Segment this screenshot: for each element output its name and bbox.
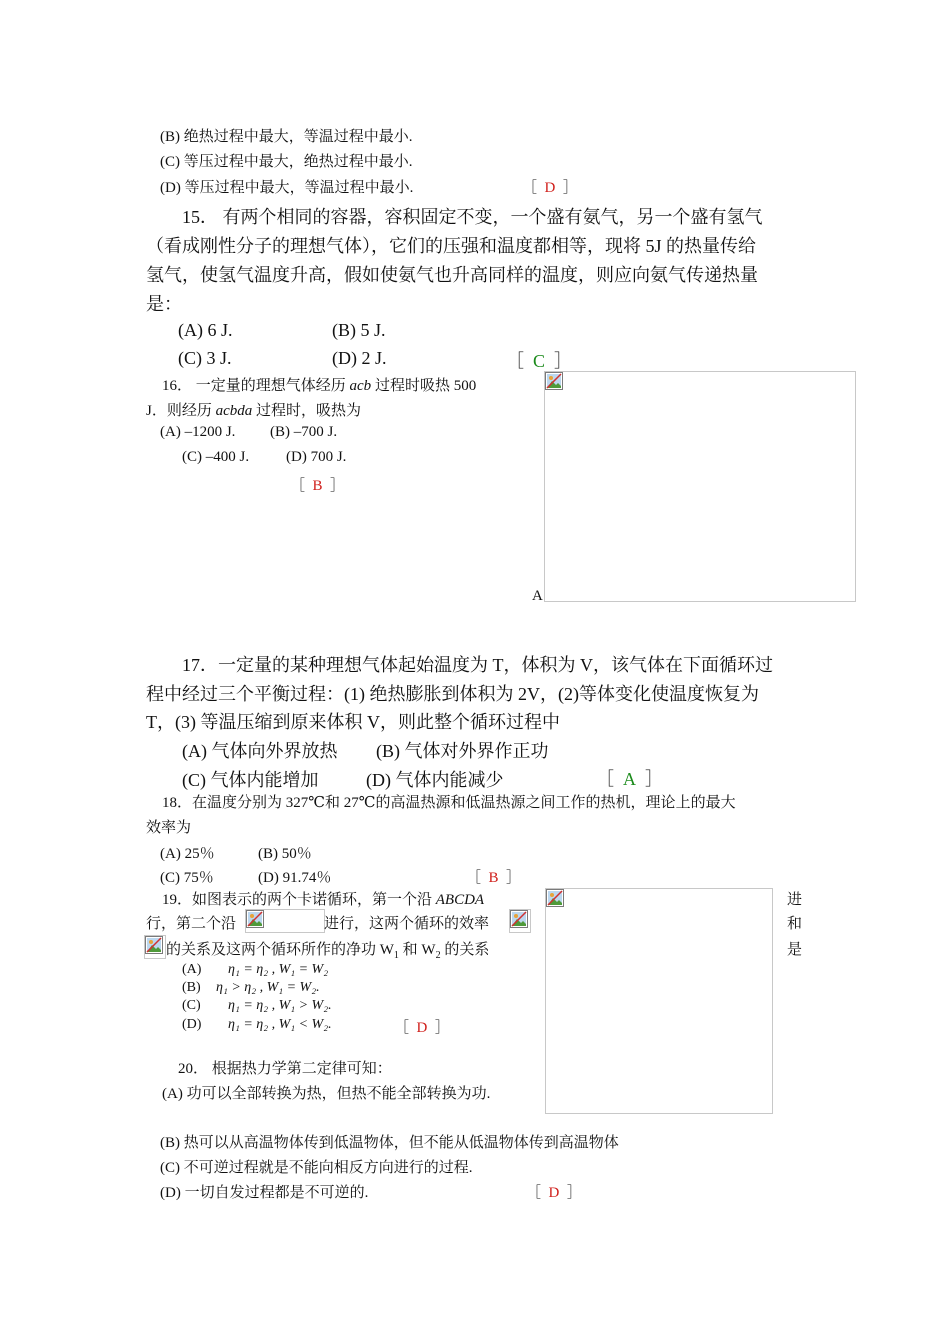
q15-stem-line3: 氢气，使氢气温度升高，假如使氨气也升高同样的温度，则应向氨气传递热量 [146, 265, 758, 285]
q19-stem-line1-a: 19．如图表示的两个卡诺循环，第一个沿 [162, 892, 436, 908]
q14-option-c: (C) 等压过程中最大，绝热过程中最小. [160, 154, 413, 170]
q16-stem-line2-b: 过程时，吸热为 [252, 403, 362, 419]
q20-option-b: (B) 热可以从高温物体传到低温物体，但不能从低温物体传到高温物体 [160, 1135, 619, 1151]
q17-option-c: (C) 气体内能增加 [182, 770, 319, 790]
q16-stem-line1-b: 过程时吸热 500 [371, 378, 477, 394]
q17-stem-line1: 17．一定量的某种理想气体起始温度为 T，体积为 V，该气体在下面循环过 [182, 655, 773, 675]
q19-stem-line2-right: 和 [787, 916, 803, 932]
q18-option-d: (D) 91.74％ [258, 870, 332, 886]
q18-stem-line2: 效率为 [146, 820, 192, 836]
q16-stem-line1-italic: acb [349, 378, 372, 394]
q19-inline-image-1 [245, 909, 325, 933]
q16-option-c: (C) –400 J. [182, 449, 250, 465]
q14-answer: ［ D ］ [522, 180, 578, 196]
q15-option-b: (B) 5 J. [332, 320, 386, 340]
q19-stem-line1-right: 进 [787, 892, 803, 908]
q19-option-a: η₁ = η₂ , W₁ = W₂ [228, 962, 329, 977]
q19-option-c-label: (C) [182, 998, 201, 1013]
broken-image-icon [145, 936, 163, 954]
q16-stem-line2-italic: acbda [215, 403, 253, 419]
q20-option-c: (C) 不可逆过程就是不能向相反方向进行的过程. [160, 1160, 473, 1176]
q14-option-b: (B) 绝热过程中最大，等温过程中最小. [160, 129, 413, 145]
q17-option-d: (D) 气体内能减少 [366, 770, 504, 790]
q18-stem-line1: 18．在温度分别为 327℃和 27℃的高温热源和低温热源之间工作的热机，理论上的最大 [162, 795, 736, 811]
q15-stem-line4: 是： [146, 294, 182, 314]
q16-option-a: (A) –1200 J. [160, 424, 236, 440]
q19-stem-line3-c: 的关系 [440, 942, 490, 958]
q18-answer: ［ B ］ [466, 870, 522, 886]
q20-option-d: (D) 一切自发过程都是不可逆的. [160, 1185, 369, 1201]
q18-answer-value: B [488, 870, 499, 886]
q19-answer: ［ D ］ [394, 1020, 450, 1036]
q19-option-b-label: (B) [182, 980, 201, 995]
q16-option-d: (D) 700 J. [286, 449, 347, 465]
broken-image-icon [545, 372, 563, 390]
q20-answer-value: D [548, 1185, 560, 1201]
q17-option-b: (B) 气体对外界作正功 [376, 741, 549, 761]
q16-answer: ［ B ］ [290, 478, 346, 494]
q19-stem-line3: 的关系及这两个循环所作的净功 $W_1$ 和 $W_2$ 的关系 [166, 942, 490, 961]
q15-option-a: (A) 6 J. [178, 320, 233, 340]
broken-image-icon [246, 910, 264, 928]
q19-option-b: η₁ > η₂ , W₁ = W₂. [216, 980, 320, 995]
q15-answer: ［ C ］ [506, 351, 573, 371]
q19-inline-image-3 [144, 935, 166, 959]
q19-answer-value: D [416, 1020, 428, 1036]
q16-figure-label: A [532, 588, 543, 604]
broken-image-icon [546, 889, 564, 907]
q19-stem-line1 [162, 888, 484, 909]
q16-stem-line2 [146, 399, 361, 420]
q14-option-d: (D) 等压过程中最大，等温过程中最小. [160, 180, 414, 196]
q17-option-a: (A) 气体向外界放热 [182, 741, 338, 761]
q19-option-d: η₁ = η₂ , W₁ < W₂. [228, 1017, 332, 1032]
q18-option-b: (B) 50％ [258, 846, 312, 862]
q17-stem-line3: T，(3) 等温压缩到原来体积 V，则此整个循环过程中 [146, 712, 560, 732]
q16-figure [544, 371, 856, 602]
q19-option-a-label: (A) [182, 962, 202, 977]
q16-option-b: (B) –700 J. [270, 424, 338, 440]
q16-answer-value: B [312, 478, 323, 494]
broken-image-icon [510, 910, 528, 928]
q19-stem-line1-italic: ABCDA [435, 892, 485, 908]
q20-stem: 20． 根据热力学第二定律可知： [178, 1061, 392, 1077]
q15-stem-line2: （看成刚性分子的理想气体），它们的压强和温度都相等，现将 5J 的热量传给 [146, 236, 757, 256]
q19-stem-line3-b: 和 W [398, 942, 436, 958]
q19-stem-line3-a: 的关系及这两个循环所作的净功 W [166, 942, 394, 958]
q15-option-d: (D) 2 J. [332, 348, 387, 368]
q17-answer-value: A [623, 769, 636, 789]
q19-inline-image-2 [509, 909, 531, 933]
q14-answer-value: D [544, 180, 556, 196]
q19-option-d-label: (D) [182, 1017, 202, 1032]
q16-stem-line1-a: 16． 一定量的理想气体经历 [162, 378, 350, 394]
q19-stem-line2-b: 进行，这两个循环的效率 [324, 916, 490, 932]
q17-answer: ［ A ］ [596, 769, 663, 789]
q15-option-c: (C) 3 J. [178, 348, 232, 368]
q19-figure [545, 888, 773, 1114]
q19-stem-line3-right: 是 [787, 942, 803, 958]
q17-stem-line2: 程中经过三个平衡过程：(1) 绝热膨胀到体积为 2V，(2)等体变化使温度恢复为 [146, 684, 759, 704]
q19-option-c: η₁ = η₂ , W₁ > W₂. [228, 998, 332, 1013]
q18-option-a: (A) 25％ [160, 846, 215, 862]
q16-stem-line1 [162, 374, 476, 395]
q15-stem-line1: 15． 有两个相同的容器，容积固定不变，一个盛有氨气，另一个盛有氢气 [182, 207, 763, 227]
q16-stem-line2-a: J．则经历 [146, 403, 216, 419]
q20-option-a: (A) 功可以全部转换为热，但热不能全部转换为功. [162, 1086, 491, 1102]
q15-answer-value: C [533, 351, 546, 371]
q18-option-c: (C) 75％ [160, 870, 214, 886]
q20-answer: ［ D ］ [526, 1185, 582, 1201]
q19-stem-line2-a: 行，第二个沿 [146, 916, 237, 932]
